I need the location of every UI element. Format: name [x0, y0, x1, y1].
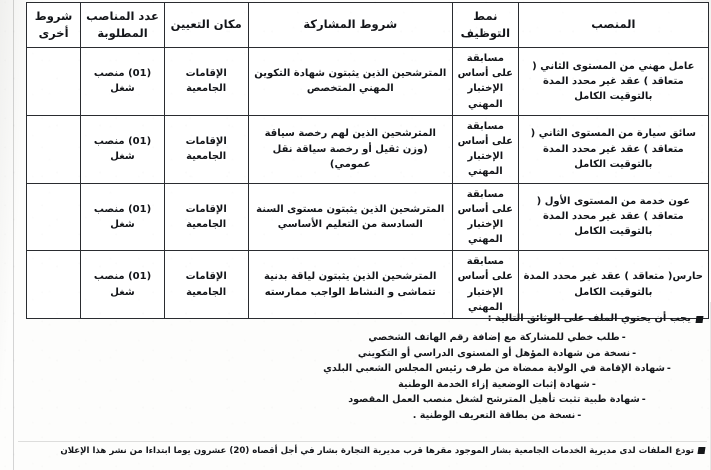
- dash-bullet-icon: -: [641, 394, 646, 406]
- horizontal-rule: [18, 441, 707, 442]
- table-row: [27, 115, 709, 183]
- cell-count: (01) منصب شغل: [81, 48, 165, 116]
- cell-post: سائق سيارة من المستوى الثاني ( متعاقد ) عقد غير محدد المدة بالتوقيت الكامل: [518, 115, 708, 183]
- notes-title-row: [291, 311, 703, 327]
- note-item: [291, 346, 703, 362]
- cell-count: (01) منصب شغل: [81, 251, 165, 319]
- cell-place: الإقامات الجامعية: [164, 251, 248, 319]
- cell-mode: مسابقة على أساس الإختبار المهني: [452, 183, 518, 251]
- cell-post: عامل مهني من المستوى الثاني ( متعاقد ) عقد غير محدد المدة بالتوقيت الكامل: [518, 48, 708, 116]
- note-item: [291, 361, 703, 377]
- cell-conditions: المترشحين الذين يثبتون لياقة بدنية تتماشى و النشاط الواجب ممارسته: [248, 251, 452, 319]
- jobs-table-container: [26, 2, 709, 313]
- cell-other: [27, 48, 81, 116]
- table-row: [27, 183, 709, 251]
- dash-bullet-icon: -: [591, 378, 596, 390]
- cell-other: [27, 251, 81, 319]
- note-item: [291, 330, 703, 346]
- dash-bullet-icon: -: [632, 347, 637, 359]
- dash-bullet-icon: -: [577, 409, 582, 421]
- table-row: [27, 251, 709, 319]
- cell-other: [27, 183, 81, 251]
- dash-bullet-icon: -: [621, 332, 626, 344]
- column-header-post: المنصب: [518, 3, 708, 48]
- cell-other: [27, 115, 81, 183]
- note-item-text: شهادة طبية تثبت تأهيل المترشح لشغل منصب العمل المقصود: [348, 394, 640, 406]
- square-bullet-icon: [696, 316, 704, 323]
- note-item-text: نسخة من بطاقة التعريف الوطنية .: [412, 409, 576, 421]
- note-item: [291, 377, 703, 393]
- column-header-place: مكان التعيين: [164, 3, 248, 48]
- cell-place: الإقامات الجامعية: [164, 183, 248, 251]
- cell-count: (01) منصب شغل: [81, 115, 165, 183]
- cell-mode: مسابقة على أساس الإختبار المهني: [452, 251, 518, 319]
- note-item-text: شهادة إثبات الوضعية إزاء الخدمة الوطنية: [398, 378, 590, 390]
- column-header-conditions: شروط المشاركة: [248, 3, 452, 48]
- cell-conditions: المترشحين الذين يثبتون مستوى السنة السادسة من التعليم الأساسي: [248, 183, 452, 251]
- cell-place: الإقامات الجامعية: [164, 48, 248, 116]
- column-header-other: شروط أخرى: [27, 3, 81, 48]
- jobs-table-header: [27, 3, 709, 48]
- jobs-table-body: [27, 48, 709, 319]
- cell-place: الإقامات الجامعية: [164, 115, 248, 183]
- table-row: [27, 48, 709, 116]
- column-header-mode: نمط التوظيف: [452, 3, 518, 48]
- note-item-text: شهادة الإقامة في الولاية ممضاة من طرف رئيس المجلس الشعبي البلدي: [323, 363, 665, 375]
- cell-mode: مسابقة على أساس الإختبار المهني: [452, 115, 518, 183]
- cell-post: حارس( متعاقد ) عقد غير محدد المدة بالتوقيت الكامل: [518, 251, 708, 319]
- cell-conditions: المترشحين الذين يثبتون شهادة التكوين المهني المتخصص: [248, 48, 452, 116]
- notes-title-text: يجب أن يحتوي الملف على الوثائق التالية :: [487, 313, 691, 324]
- cell-conditions: المترشحين الذين لهم رخصة سياقة (وزن ثقيل أو رخصة سياقة نقل عمومي): [248, 115, 452, 183]
- square-bullet-icon: [698, 447, 706, 454]
- deposit-instructions: [6, 446, 705, 458]
- note-item: [291, 392, 703, 408]
- cell-mode: مسابقة على أساس الإختبار المهني: [452, 48, 518, 116]
- jobs-table: [26, 2, 709, 319]
- note-item-text: طلب خطي للمشاركة مع إضافة رقم الهاتف الشخصي: [368, 332, 620, 344]
- column-header-count: عدد المناصب المطلوبة: [81, 3, 165, 48]
- cell-post: عون خدمة من المستوى الأول ( متعاقد ) عقد غير محدد المدة بالتوقيت الكامل: [518, 183, 708, 251]
- dash-bullet-icon: -: [666, 363, 671, 375]
- note-item: [291, 408, 703, 424]
- header-row: [27, 3, 709, 48]
- deposit-text: تودع الملفات لدى مديرية الخدمات الجامعية بشار الموجود مقرها قرب مديرية التجارة بشار في أجل أقصاه (20) عشرون يوما ابتداءا من نشر هذا الإعلان: [60, 446, 694, 456]
- cell-count: (01) منصب شغل: [81, 183, 165, 251]
- required-documents-notes: [291, 311, 703, 423]
- note-item-text: نسخة من شهادة المؤهل أو المستوى الدراسي أو التكويني: [357, 347, 631, 359]
- page-edge-left: [13, 0, 14, 470]
